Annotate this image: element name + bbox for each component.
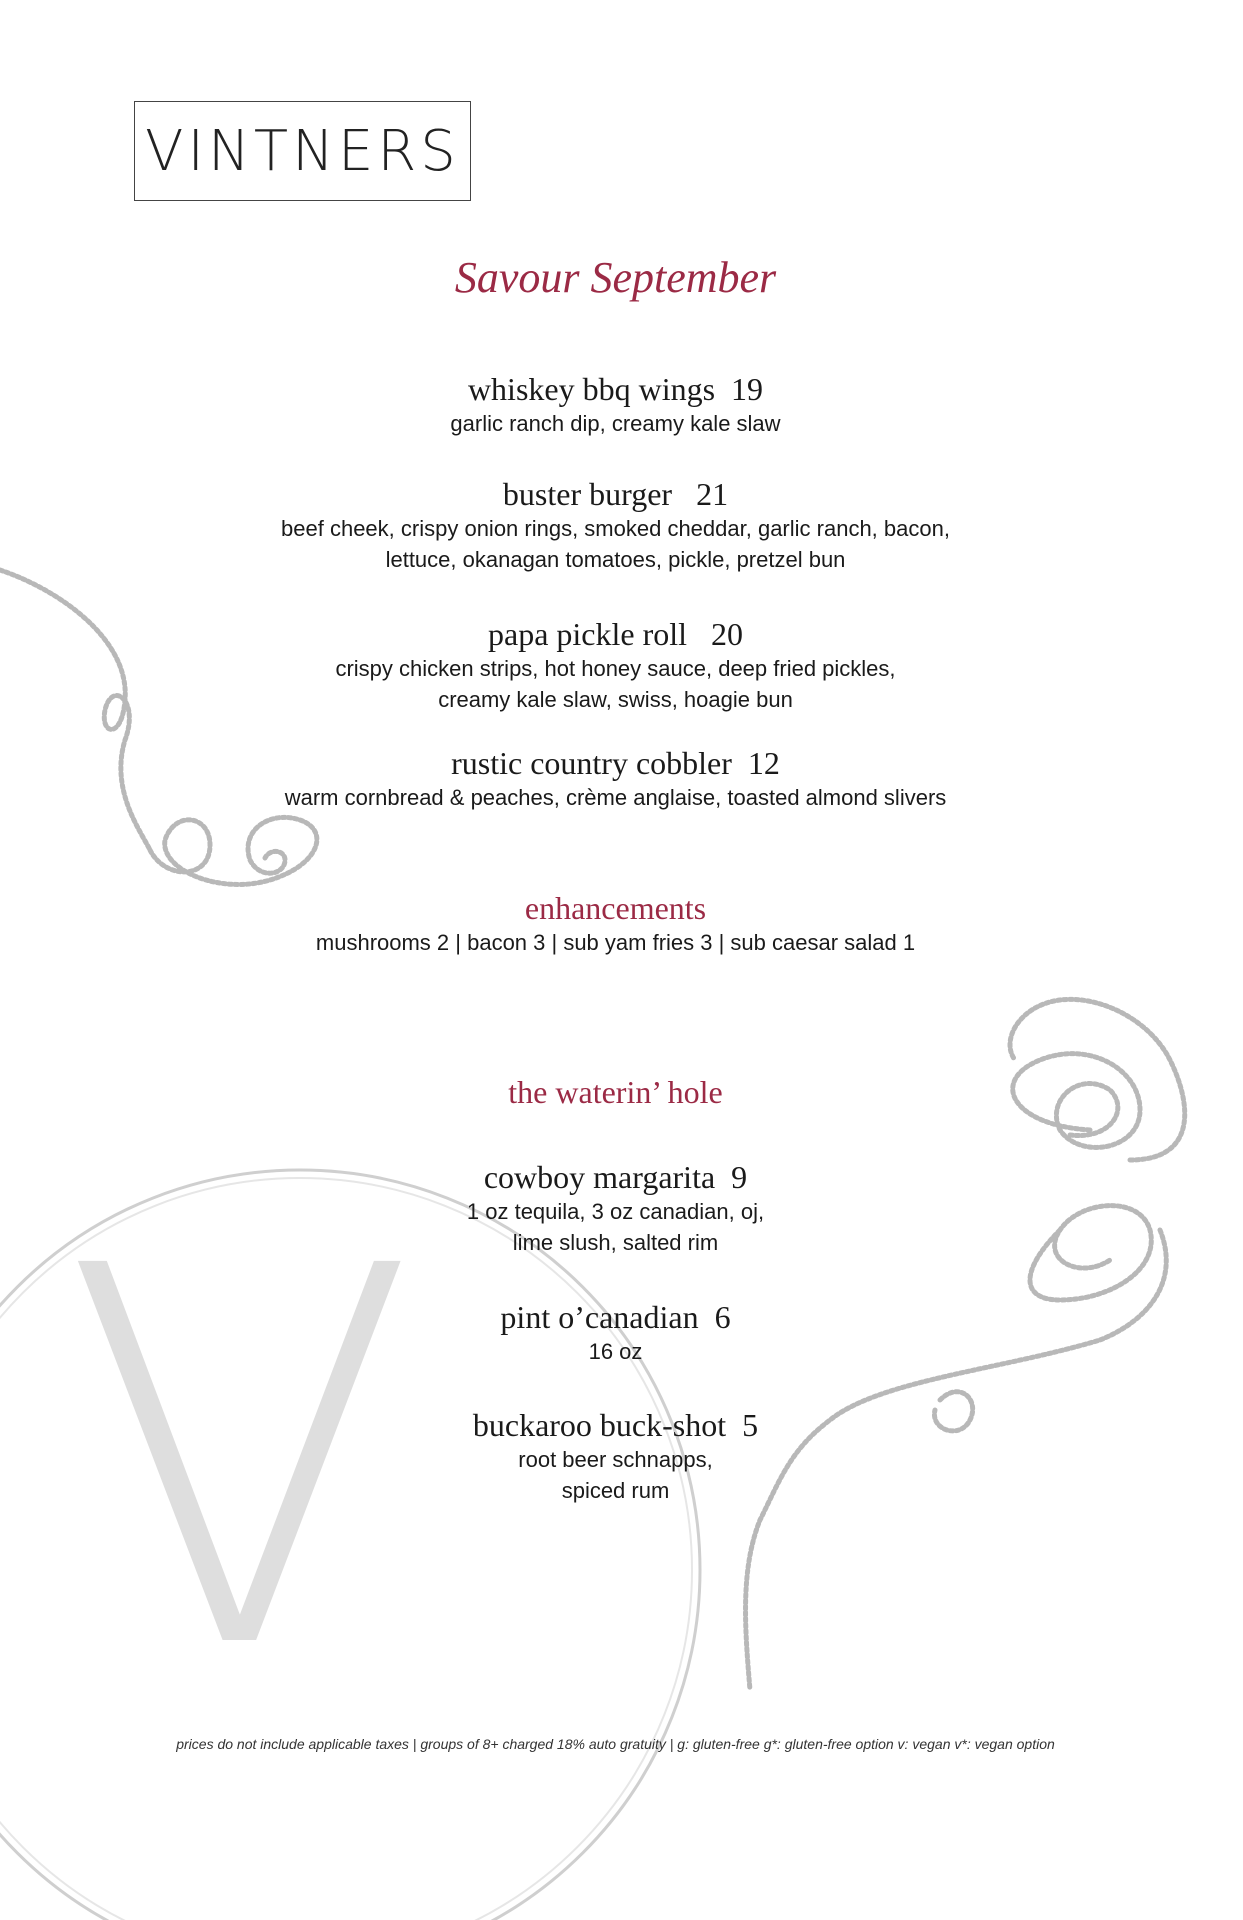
- footer-note: prices do not include applicable taxes | groups of 8+ charged 18% auto gratuity | g: gluten-free g*: gluten-free option v: vegan v*: vegan option: [176, 1736, 1055, 1752]
- menu-item: [0, 475, 1231, 575]
- item-name: whiskey bbq wings 19: [467, 371, 764, 407]
- item-description: beef cheek, crispy onion rings, smoked cheddar, garlic ranch, bacon, lettuce, okanagan tomatoes, pickle, pretzel bun: [281, 516, 950, 572]
- item-description: crispy chicken strips, hot honey sauce, deep fried pickles, creamy kale slaw, swiss, hoagie bun: [335, 656, 896, 712]
- drink-item: [0, 1298, 1231, 1367]
- drink-item: [0, 1406, 1231, 1506]
- item-name: buckaroo buck-shot 5: [472, 1407, 759, 1443]
- item-name: buster burger 21: [502, 476, 729, 512]
- item-name: cowboy margarita 9: [483, 1159, 748, 1195]
- item-name: papa pickle roll 20: [487, 616, 744, 652]
- item-description: 16 oz: [588, 1339, 643, 1364]
- watermark-letter: V: [62, 1157, 418, 1763]
- menu-item: [0, 744, 1231, 813]
- logo: [134, 101, 471, 201]
- menu-item: [0, 370, 1231, 439]
- item-description: 1 oz tequila, 3 oz canadian, oj, lime slush, salted rim: [466, 1199, 765, 1255]
- menu-item: [0, 615, 1231, 715]
- enhancements-section: [0, 889, 1231, 958]
- logo-text: VINTNERS: [145, 118, 460, 184]
- menu-title: Savour September: [454, 253, 777, 302]
- watermark-circle-inner: [0, 1178, 692, 1920]
- item-description: garlic ranch dip, creamy kale slaw: [450, 411, 781, 436]
- item-description: root beer schnapps, spiced rum: [518, 1447, 713, 1503]
- enhancements-list: mushrooms 2 | bacon 3 | sub yam fries 3 | sub caesar salad 1: [315, 930, 916, 955]
- drinks-heading: the waterin’ hole: [508, 1074, 723, 1110]
- drink-item: [0, 1158, 1231, 1258]
- item-description: warm cornbread & peaches, crème anglaise, toasted almond slivers: [284, 785, 947, 810]
- item-name: rustic country cobbler 12: [451, 745, 780, 781]
- item-name: pint o’canadian 6: [500, 1299, 731, 1335]
- watermark-circle: [0, 1170, 700, 1920]
- enhancements-heading: enhancements: [524, 890, 707, 926]
